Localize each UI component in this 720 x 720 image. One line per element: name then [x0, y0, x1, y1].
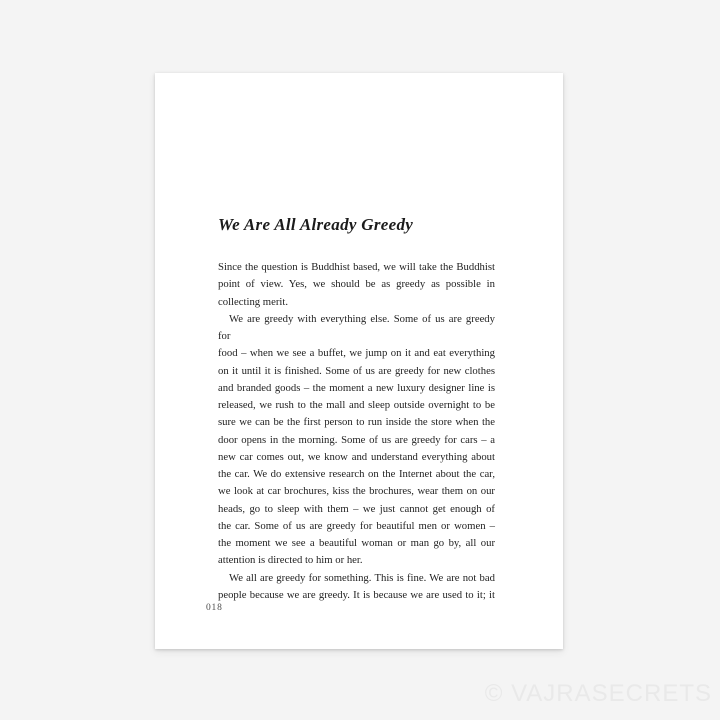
text-line: point of view. Yes, we should be as greedy as possible in: [218, 278, 495, 291]
watermark: © VAJRASECRETS: [484, 680, 712, 707]
text-line: Since the question is Buddhist based, we will take the Buddhist: [218, 261, 495, 273]
text-line: the moment we see a beautiful woman or man go by, all our: [218, 537, 495, 549]
text-line: on it until it is finished. Some of us are greedy for new clothes: [218, 364, 495, 377]
text-line: food – when we see a buffet, we jump on it and eat everything: [218, 347, 495, 360]
chapter-title: We Are All Already Greedy: [218, 215, 414, 234]
text-line: we look at car brochures, kiss the brochures, wear them on our: [218, 485, 495, 498]
body-text-block: [218, 259, 495, 604]
page-number: 018: [206, 603, 223, 613]
text-line: heads, go to sleep with them – we just cannot get enough of: [218, 502, 495, 515]
text-line: We all are greedy for something. This is fine. We are not bad: [229, 571, 495, 584]
text-line: the car. We do extensive research on the Internet about the car,: [218, 468, 495, 480]
text-line: new car comes out, we know and understand everything about: [218, 450, 495, 463]
text-line: attention is directed to him or her.: [218, 554, 363, 567]
text-line: We are greedy with everything else. Some of us are greedy for: [218, 312, 495, 342]
text-line: released, we rush to the mall and sleep outside overnight to be: [218, 399, 495, 411]
text-line: and branded goods – the moment a new luxury designer line is: [218, 381, 495, 394]
book-page: [155, 73, 563, 649]
text-line: people because we are greedy. It is because we are used to it; it: [218, 588, 495, 601]
text-line: the car. Some of us are greedy for beautiful men or women –: [218, 519, 495, 532]
text-line: collecting merit.: [218, 295, 289, 308]
text-line: door opens in the morning. Some of us are greedy for cars – a: [218, 433, 495, 446]
text-line: sure we can be the first person to run inside the store when the: [218, 416, 495, 429]
